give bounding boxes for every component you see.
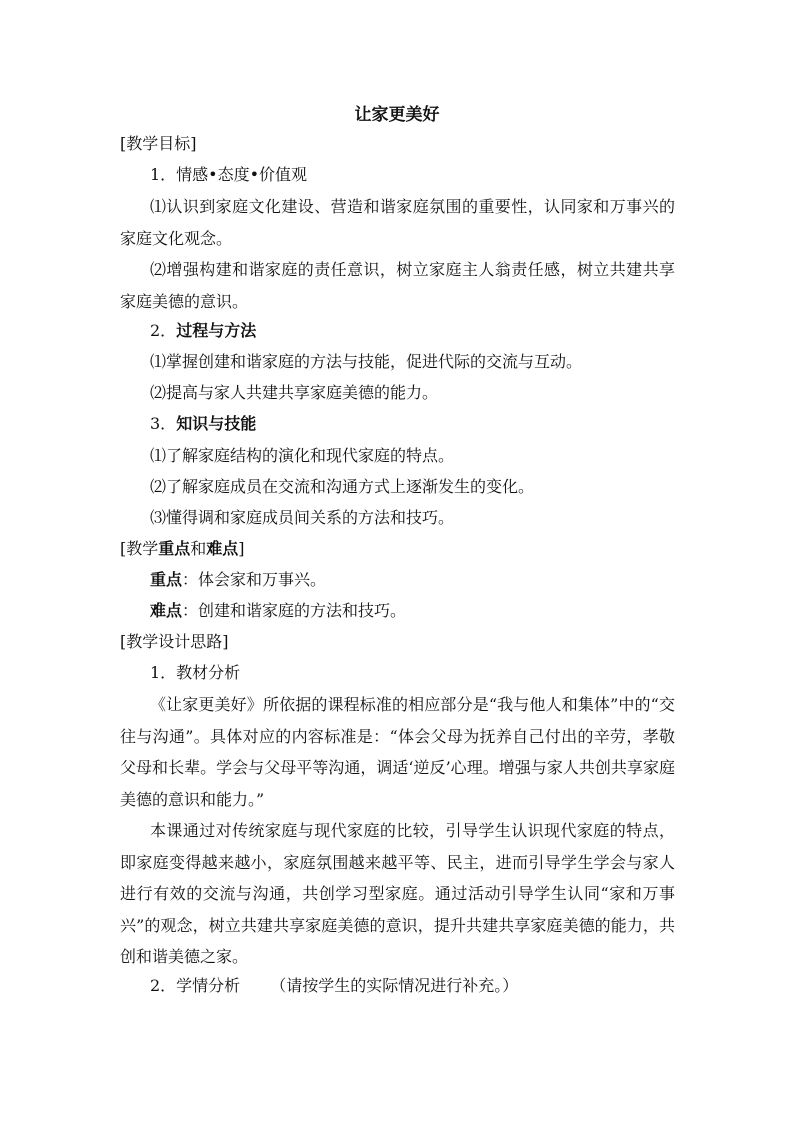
design1-paragraph2: 本课通过对传统家庭与现代家庭的比较，引导学生认识现代家庭的特点，即家庭变得越来越小，家庭氛围越来越平等、民主，进而引导学生学会与家人进行有效的交流与沟通，共创学习型家庭。通过活动引导学生认同“家和万事兴”的观念，树立共建共享家庭美德的意识，提升共建共享家庭美德的能力，共创和谐美德之家。 xyxy=(120,821,675,966)
goal1-item2: ⑵增强构建和谐家庭的责任意识，树立家庭主人翁责任感，树立共建共享家庭美德的意识。 xyxy=(120,260,675,311)
design2-heading xyxy=(150,976,518,996)
goal2-heading-text: 过程与方法 xyxy=(176,321,257,340)
design1-heading: 1．教材分析 xyxy=(150,663,241,682)
difficulty-point xyxy=(150,601,406,621)
keypoints-heading-key: 重点 xyxy=(158,539,191,558)
goal3-item3: ⑶懂得调和家庭成员间关系的方法和技巧。 xyxy=(150,508,455,527)
keypoints-heading xyxy=(120,539,245,559)
goal3-item2: ⑵了解家庭成员在交流和沟通方式上逐渐发生的变化。 xyxy=(150,477,535,496)
goal2-heading xyxy=(150,321,256,341)
goal2-item1: ⑴掌握创建和谐家庭的方法与技能，促进代际的交流与互动。 xyxy=(150,352,583,371)
goal1-heading: 1．情感•态度•价值观 xyxy=(150,165,308,184)
goal3-heading xyxy=(150,414,256,434)
key-point-label: 重点 xyxy=(150,570,183,589)
difficulty-text: ：创建和谐家庭的方法和技巧。 xyxy=(182,601,407,620)
key-point xyxy=(150,570,326,590)
design2-note: （请按学生的实际情况进行补充。） xyxy=(270,976,519,995)
page-title: 让家更美好 xyxy=(354,105,440,125)
key-point-text: ：体会家和万事兴。 xyxy=(182,570,327,589)
keypoints-heading-post: ] xyxy=(238,539,245,558)
goal3-heading-text: 知识与技能 xyxy=(176,414,257,433)
goal3-item1: ⑴了解家庭结构的演化和现代家庭的特点。 xyxy=(150,446,455,465)
goal2-heading-num: 2． xyxy=(150,321,177,340)
design-heading: [教学设计思路] xyxy=(120,632,229,651)
goal2-item2: ⑵提高与家人共建共享家庭美德的能力。 xyxy=(150,383,439,402)
design2-heading-text: 2．学情分析 xyxy=(150,976,241,995)
goals-heading: [教学目标] xyxy=(120,134,197,153)
keypoints-heading-difficulty: 难点 xyxy=(206,539,239,558)
keypoints-heading-pre: [教学 xyxy=(120,539,159,558)
design1-paragraph1: 《让家更美好》所依据的课程标准的相应部分是“我与他人和集体”中的“交往与沟通”。具体对应的内容标准是：“体会父母为抚养自己付出的辛劳，孝敬父母和长辈。学会与父母平等沟通，调适‘逆反’心理。增强与家人共创共享家庭美德的意识和能力。” xyxy=(120,695,675,809)
keypoints-heading-mid: 和 xyxy=(190,539,207,558)
difficulty-label: 难点 xyxy=(150,601,183,620)
goal1-item1: ⑴认识到家庭文化建设、营造和谐家庭氛围的重要性，认同家和万事兴的家庭文化观念。 xyxy=(120,197,675,248)
goal3-heading-num: 3． xyxy=(150,414,177,433)
